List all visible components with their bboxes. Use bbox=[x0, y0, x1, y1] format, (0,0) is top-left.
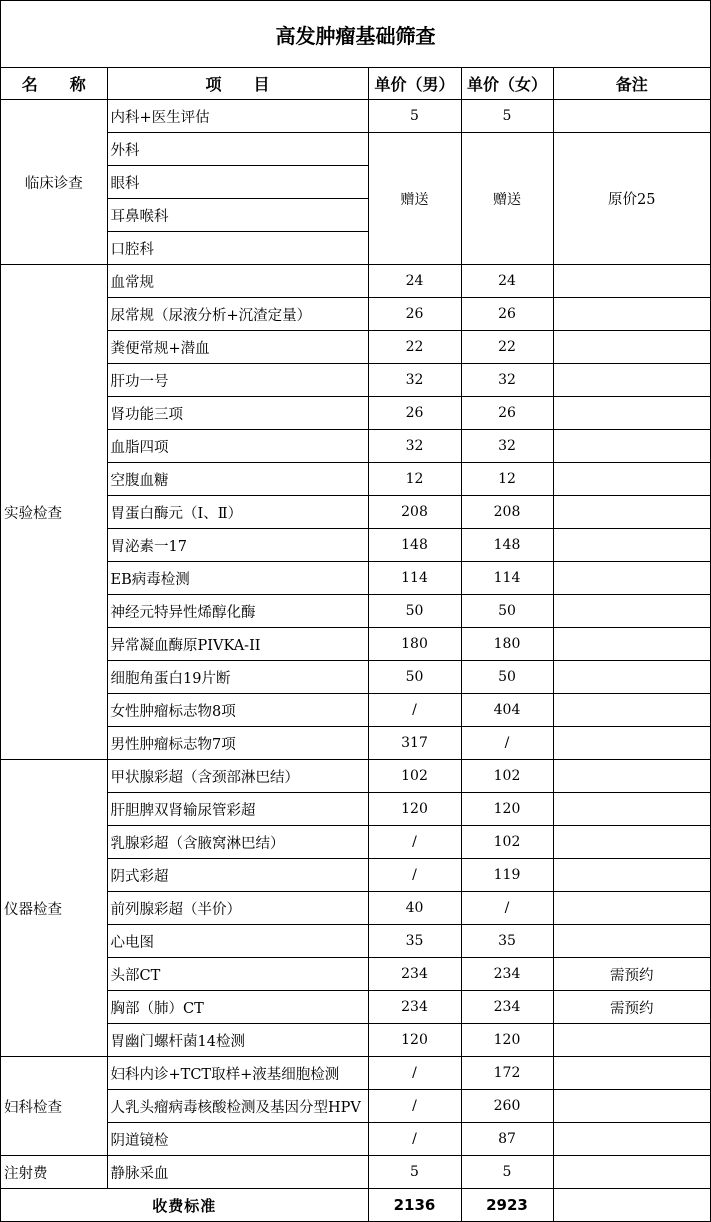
table-row bbox=[1, 628, 710, 661]
note-cell bbox=[553, 826, 710, 859]
note-cell bbox=[553, 364, 710, 397]
category-gyn: 妇科检查 bbox=[1, 1057, 107, 1156]
price-female-cell: 24 bbox=[461, 265, 553, 298]
price-male-cell: 208 bbox=[368, 496, 461, 529]
note-cell bbox=[553, 661, 710, 694]
price-female-cell: 50 bbox=[461, 661, 553, 694]
note-cell bbox=[553, 595, 710, 628]
total-note bbox=[553, 1189, 710, 1222]
note-cell bbox=[553, 298, 710, 331]
category-lab: 实验检查 bbox=[1, 265, 107, 760]
price-male-cell: 120 bbox=[368, 793, 461, 826]
table-row bbox=[1, 265, 710, 298]
footer-section bbox=[1, 1156, 710, 1222]
note-cell: 需预约 bbox=[553, 991, 710, 1024]
item-cell: 心电图 bbox=[107, 925, 368, 958]
item-cell: 前列腺彩超（半价） bbox=[107, 892, 368, 925]
note-cell: 需预约 bbox=[553, 958, 710, 991]
price-male-cell: 40 bbox=[368, 892, 461, 925]
price-male-cell: 114 bbox=[368, 562, 461, 595]
note-cell bbox=[553, 331, 710, 364]
price-male-cell: 35 bbox=[368, 925, 461, 958]
note-cell bbox=[553, 892, 710, 925]
note-cell bbox=[553, 628, 710, 661]
price-female-cell: 5 bbox=[461, 100, 553, 133]
price-male-cell: 234 bbox=[368, 958, 461, 991]
table-row bbox=[1, 595, 710, 628]
header-name: 名 称 bbox=[1, 67, 107, 100]
table-row bbox=[1, 793, 710, 826]
item-cell: 胃蛋白酶元（Ⅰ、Ⅱ） bbox=[107, 496, 368, 529]
note-cell bbox=[553, 694, 710, 727]
price-female-cell: 234 bbox=[461, 958, 553, 991]
table-row bbox=[1, 826, 710, 859]
price-female-cell: 102 bbox=[461, 760, 553, 793]
table-row bbox=[1, 727, 710, 760]
total-row bbox=[1, 1189, 710, 1222]
item-cell: 妇科内诊+TCT取样+液基细胞检测 bbox=[107, 1057, 368, 1090]
price-male-cell: 50 bbox=[368, 595, 461, 628]
price-female-cell: / bbox=[461, 892, 553, 925]
item-cell: 胃泌素一17 bbox=[107, 529, 368, 562]
note-cell bbox=[553, 1123, 710, 1156]
table-row bbox=[1, 331, 710, 364]
price-male-cell: 12 bbox=[368, 463, 461, 496]
lab-section bbox=[1, 265, 710, 760]
item-cell: 肝功一号 bbox=[107, 364, 368, 397]
table-row bbox=[1, 562, 710, 595]
table-row bbox=[1, 661, 710, 694]
note-cell bbox=[553, 397, 710, 430]
note-cell bbox=[553, 859, 710, 892]
price-female-cell: 404 bbox=[461, 694, 553, 727]
price-female-cell: 172 bbox=[461, 1057, 553, 1090]
note-cell bbox=[553, 100, 710, 133]
price-female-cell: 208 bbox=[461, 496, 553, 529]
table-row bbox=[1, 991, 710, 1024]
note-cell bbox=[553, 562, 710, 595]
table-row bbox=[1, 463, 710, 496]
price-male-cell: 32 bbox=[368, 364, 461, 397]
price-female-cell: 119 bbox=[461, 859, 553, 892]
total-label: 收费标准 bbox=[1, 1189, 368, 1222]
item-cell: 胸部（肺）CT bbox=[107, 991, 368, 1024]
item-cell: 甲状腺彩超（含颈部淋巴结） bbox=[107, 760, 368, 793]
item-cell: 男性肿瘤标志物7项 bbox=[107, 727, 368, 760]
item-cell: 血脂四项 bbox=[107, 430, 368, 463]
item-cell: 头部CT bbox=[107, 958, 368, 991]
price-male-cell: 102 bbox=[368, 760, 461, 793]
item-cell: 血常规 bbox=[107, 265, 368, 298]
price-male-cell: 32 bbox=[368, 430, 461, 463]
price-female-cell: / bbox=[461, 727, 553, 760]
item-cell: 乳腺彩超（含腋窝淋巴结） bbox=[107, 826, 368, 859]
price-male-cell: / bbox=[368, 859, 461, 892]
price-male-cell: 317 bbox=[368, 727, 461, 760]
price-male-cell: / bbox=[368, 826, 461, 859]
item-cell: 阴式彩超 bbox=[107, 859, 368, 892]
price-male-cell: 5 bbox=[368, 1156, 461, 1189]
item-cell: 女性肿瘤标志物8项 bbox=[107, 694, 368, 727]
table-row bbox=[1, 364, 710, 397]
price-female-cell: 26 bbox=[461, 298, 553, 331]
table-row bbox=[1, 1156, 710, 1189]
category-instrument: 仪器检查 bbox=[1, 760, 107, 1057]
price-male-cell: 26 bbox=[368, 397, 461, 430]
item-cell: 神经元特异性烯醇化酶 bbox=[107, 595, 368, 628]
table-row bbox=[1, 1024, 710, 1057]
header-price-female: 单价（女） bbox=[461, 67, 553, 100]
price-male-cell: / bbox=[368, 1090, 461, 1123]
note-cell bbox=[553, 1057, 710, 1090]
price-female-cell: 50 bbox=[461, 595, 553, 628]
price-male-cell: 22 bbox=[368, 331, 461, 364]
item-cell: EB病毒检测 bbox=[107, 562, 368, 595]
note-cell bbox=[553, 925, 710, 958]
table-row bbox=[1, 529, 710, 562]
table-body bbox=[1, 67, 710, 265]
note-cell bbox=[553, 1090, 710, 1123]
sheet-title: 高发肿瘤基础筛查 bbox=[1, 1, 710, 68]
header-price-male: 单价（男） bbox=[368, 67, 461, 100]
price-male-gift: 赠送 bbox=[368, 133, 461, 265]
table-row bbox=[1, 133, 710, 166]
price-female-cell: 5 bbox=[461, 1156, 553, 1189]
total-male: 2136 bbox=[368, 1189, 461, 1222]
price-male-cell: / bbox=[368, 1123, 461, 1156]
price-female-cell: 32 bbox=[461, 430, 553, 463]
table-row bbox=[1, 859, 710, 892]
table-row bbox=[1, 1057, 710, 1090]
item-cell: 异常凝血酶原PIVKA-II bbox=[107, 628, 368, 661]
header-note: 备注 bbox=[553, 67, 710, 100]
price-female-cell: 114 bbox=[461, 562, 553, 595]
price-female-cell: 180 bbox=[461, 628, 553, 661]
price-female-cell: 148 bbox=[461, 529, 553, 562]
price-male-cell: / bbox=[368, 694, 461, 727]
note-cell bbox=[553, 760, 710, 793]
item-cell: 肝胆脾双肾输尿管彩超 bbox=[107, 793, 368, 826]
price-male-cell: 50 bbox=[368, 661, 461, 694]
price-male-cell: 26 bbox=[368, 298, 461, 331]
table-row bbox=[1, 892, 710, 925]
price-female-cell: 22 bbox=[461, 331, 553, 364]
item-cell: 空腹血糖 bbox=[107, 463, 368, 496]
table-row bbox=[1, 1123, 710, 1156]
price-female-cell: 35 bbox=[461, 925, 553, 958]
table-row bbox=[1, 1090, 710, 1123]
note-cell bbox=[553, 1024, 710, 1057]
note-cell bbox=[553, 265, 710, 298]
price-male-cell: 5 bbox=[368, 100, 461, 133]
table-row bbox=[1, 397, 710, 430]
header-row bbox=[1, 67, 710, 100]
price-female-gift: 赠送 bbox=[461, 133, 553, 265]
item-cell: 静脉采血 bbox=[107, 1156, 368, 1189]
price-female-cell: 32 bbox=[461, 364, 553, 397]
gyn-section bbox=[1, 1057, 710, 1156]
note-cell bbox=[553, 496, 710, 529]
price-male-cell: 120 bbox=[368, 1024, 461, 1057]
item-cell: 眼科 bbox=[107, 166, 368, 199]
price-female-cell: 260 bbox=[461, 1090, 553, 1123]
category-injection: 注射费 bbox=[1, 1156, 107, 1189]
table-row bbox=[1, 430, 710, 463]
table-row bbox=[1, 496, 710, 529]
header-item: 项 目 bbox=[107, 67, 368, 100]
note-cell bbox=[553, 463, 710, 496]
item-cell: 胃幽门螺杆菌14检测 bbox=[107, 1024, 368, 1057]
item-cell: 阴道镜检 bbox=[107, 1123, 368, 1156]
item-cell: 口腔科 bbox=[107, 232, 368, 265]
price-male-cell: 24 bbox=[368, 265, 461, 298]
table-row bbox=[1, 760, 710, 793]
price-male-cell: / bbox=[368, 1057, 461, 1090]
price-female-cell: 234 bbox=[461, 991, 553, 1024]
item-cell: 粪便常规+潜血 bbox=[107, 331, 368, 364]
price-male-cell: 148 bbox=[368, 529, 461, 562]
table-row bbox=[1, 100, 710, 133]
price-female-cell: 12 bbox=[461, 463, 553, 496]
table-row bbox=[1, 694, 710, 727]
price-female-cell: 26 bbox=[461, 397, 553, 430]
item-cell: 外科 bbox=[107, 133, 368, 166]
item-cell: 细胞角蛋白19片断 bbox=[107, 661, 368, 694]
note-cell bbox=[553, 793, 710, 826]
price-male-cell: 234 bbox=[368, 991, 461, 1024]
item-cell: 肾功能三项 bbox=[107, 397, 368, 430]
item-cell: 尿常规（尿液分析+沉渣定量） bbox=[107, 298, 368, 331]
note-cell bbox=[553, 727, 710, 760]
price-male-cell: 180 bbox=[368, 628, 461, 661]
table-row bbox=[1, 958, 710, 991]
price-female-cell: 87 bbox=[461, 1123, 553, 1156]
note-cell bbox=[553, 529, 710, 562]
price-female-cell: 102 bbox=[461, 826, 553, 859]
price-female-cell: 120 bbox=[461, 793, 553, 826]
note-cell bbox=[553, 430, 710, 463]
instrument-section bbox=[1, 760, 710, 1057]
item-cell: 内科+医生评估 bbox=[107, 100, 368, 133]
item-cell: 耳鼻喉科 bbox=[107, 199, 368, 232]
table-row bbox=[1, 298, 710, 331]
note-cell bbox=[553, 1156, 710, 1189]
note-gift: 原价25 bbox=[553, 133, 710, 265]
category-clinical: 临床诊查 bbox=[1, 100, 107, 265]
item-cell: 人乳头瘤病毒核酸检测及基因分型HPV bbox=[107, 1090, 368, 1123]
table-row bbox=[1, 925, 710, 958]
price-female-cell: 120 bbox=[461, 1024, 553, 1057]
price-table bbox=[1, 67, 710, 1222]
total-female: 2923 bbox=[461, 1189, 553, 1222]
